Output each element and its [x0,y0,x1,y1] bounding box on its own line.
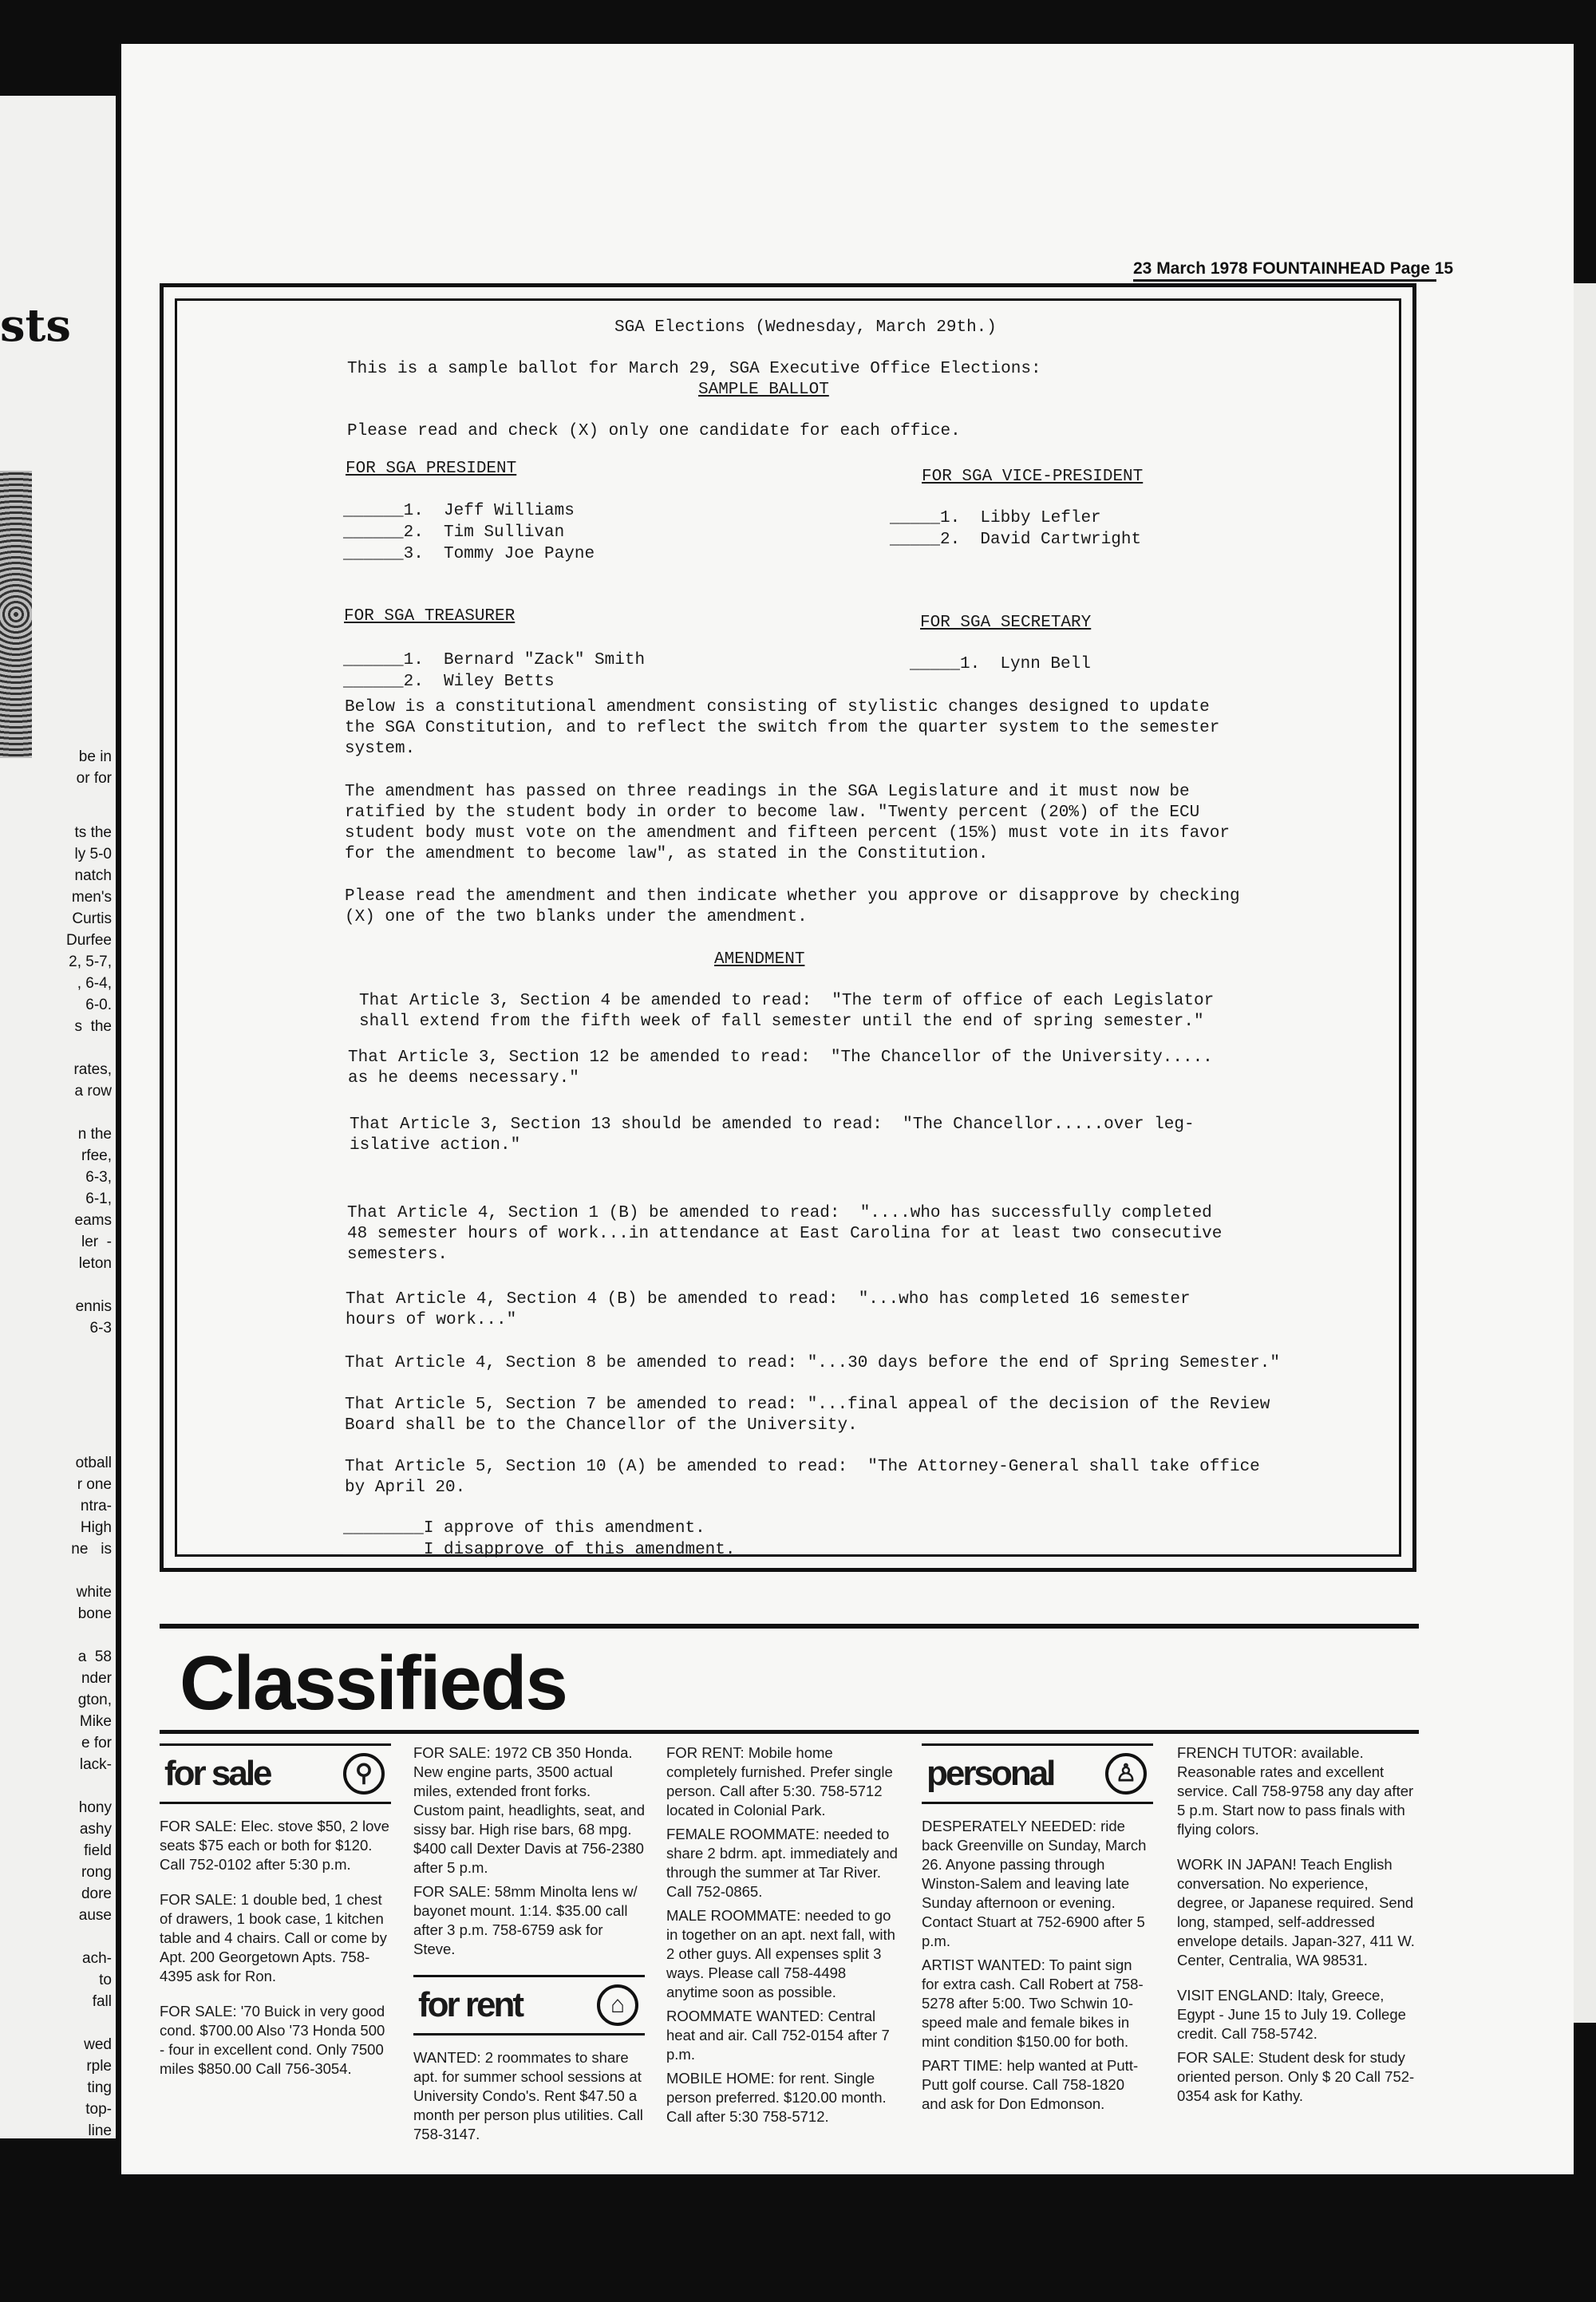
classified-ad: FOR SALE: Student desk for study oriented person. Only $ 20 Call 752-0354 ask for Kathy. [1177,2049,1415,2104]
classified-ad: FEMALE ROOMMATE: needed to share 2 bdrm. apt. immediately and through the summer at Tar River. Call 752-0865. [666,1826,898,1900]
for-rent-label: for rent [418,1985,522,2024]
article-3-section-12: That Article 3, Section 12 be amended to read: "The Chancellor of the University..... as he deems necessary." [348,1048,1213,1088]
classified-ad: PART TIME: help wanted at Putt-Putt golf course. Call 758-1820 and ask for Don Edmonson. [922,2057,1139,2112]
ballot-intro: This is a sample ballot for March 29, SGA Executive Office Elections: [347,360,1041,378]
classified-ad: FOR SALE: 58mm Minolta lens w/ bayonet mount. 1:14. $35.00 call after 3 p.m. 758-6759 ask for Steve. [413,1883,638,1957]
adjacent-text-a: be in or for [76,748,112,787]
section-divider [160,1624,1419,1629]
classified-ad: FOR SALE: 1972 CB 350 Honda. New engine parts, 3500 actual miles, extended front forks. Custom paint, headlights, seat, and sissy bar. High rise bars, 68 mpg. $400 call Dexter Davis at 756-2380 after 5 p.m. [413,1744,646,1876]
president-candidate-3: ______3. Tommy Joe Payne [343,545,595,563]
house-icon: ⌂ [597,1984,638,2026]
classified-ad: FRENCH TUTOR: available. Reasonable rates and excellent service. Call 758-9758 any day after 5 p.m. Start now to pass finals with flying colors. [1177,1744,1414,1838]
president-heading: FOR SGA PRESIDENT [346,460,517,478]
vice-president-heading: FOR SGA VICE-PRESIDENT [922,468,1144,486]
president-candidate-1: ______1. Jeff Williams [343,502,575,520]
personal-label: personal [926,1754,1054,1793]
article-3-section-13: That Article 3, Section 13 should be amended to read: "The Chancellor.....over leg- islative action." [350,1115,1195,1155]
article-4-section-1b: That Article 4, Section 1 (B) be amended to read: "....who has successfully completed 48 semester hours of work...in attendance at East Carolina for at least two consecutive semesters. [347,1204,1223,1264]
classified-ad: FOR SALE: Elec. stove $50, 2 love seats $75 each or both for $120. Call 752-0102 after 5:30 p.m. [160,1818,389,1873]
secretary-candidate-1: _____1. Lynn Bell [910,655,1091,673]
article-4-section-8: That Article 4, Section 8 be amended to read: "...30 days before the end of Spring Semester." [345,1354,1280,1372]
classified-ad: FOR RENT: Mobile home completely furnished. Prefer single person. Call after 5:30. 758-5712 located in Colonial Park. [666,1744,893,1818]
classifieds-column-4 [922,1743,1153,2130]
sample-ballot-label: SAMPLE BALLOT [698,381,829,399]
article-5-section-7: That Article 5, Section 7 be amended to read: "...final appeal of the decision of the Review Board shall be to the Chancellor of the University. [345,1396,1270,1435]
approve-option: ________I approve of this amendment. [343,1519,705,1538]
adjacent-page-fragment [0,96,116,2138]
disapprove-option: ________I disapprove of this amendment. [343,1541,736,1559]
treasurer-candidate-2: ______2. Wiley Betts [343,673,555,691]
adjacent-heading: sts [0,299,71,352]
classified-ad: FOR SALE: '70 Buick in very good cond. $700.00 Also '73 Honda 500 - four in excellent cond. Only 7500 miles $850.00 Call 756-3054. [160,2003,385,2077]
classifieds-column-2 [413,1743,645,2160]
vp-candidate-2: _____2. David Cartwright [890,531,1142,549]
classified-ad: ROOMMATE WANTED: Central heat and air. Call 752-0154 after 7 p.m. [666,2008,890,2063]
classifieds-column-5 [1177,1743,1416,2122]
for-sale-label: for sale [164,1754,271,1793]
ballot-title: SGA Elections (Wednesday, March 29th.) [614,318,997,337]
classified-ad: WANTED: 2 roommates to share apt. for summer school sessions at University Condo's. Rent $47.50 a month per person plus utilities. Call 758-3147. [413,2049,643,2142]
secretary-heading: FOR SGA SECRETARY [920,614,1092,632]
adjacent-text-b: ts the ly 5-0 natch men's Curtis Durfee 2, 5-7, , 6-4, 6-0. s the rates, a row n the rfee, 6-3, 6-1, eams ler - leton ennis 6-3 [65,824,112,1337]
article-4-section-4b: That Article 4, Section 4 (B) be amended to read: "...who has completed 16 semester hours of work..." [346,1290,1191,1329]
amendment-label: AMENDMENT [714,950,805,969]
amendment-explanation: Below is a constitutional amendment consisting of stylistic changes designed to update the SGA Constitution, and to reflect the switch from the quarter system to the semester system. [345,698,1220,758]
for-rent-header [413,1975,645,2035]
article-3-section-4: That Article 3, Section 4 be amended to read: "The term of office of each Legislator shall extend from the fifth week of fall semester until the end of spring semester." [359,992,1215,1031]
classified-ad: FOR SALE: 1 double bed, 1 chest of drawers, 1 book case, 1 kitchen table and 4 chairs. Call or come by Apt. 200 Georgetown Apts. 758-4395 ask for Ron. [160,1891,387,1984]
personal-header [922,1743,1153,1804]
for-sale-header [160,1743,391,1804]
person-icon: ♙ [1105,1753,1147,1795]
adjacent-photo [0,471,32,758]
classifieds-title: Classifieds [180,1641,567,1726]
classified-ad: ARTIST WANTED: To paint sign for extra cash. Call Robert at 758-5278 after 5:00. Two Schwin 10-speed male and female bikes in mint condition $150.00 for both. [922,1957,1144,2050]
classified-ad: WORK IN JAPAN! Teach English conversation. No experience, degree, or Japanese required. Send long, stamped, self-addressed envelope details. Japan-327, 411 W. Center, Centralia, WA 98531. [1177,1856,1415,1968]
classified-ad: DESPERATELY NEEDED: ride back Greenville on Sunday, March 26. Anyone passing through Winston-Salem and leaving late Sunday afternoon or evening. Contact Stuart at 752-6900 after 5 p.m. [922,1818,1147,1949]
president-candidate-2: ______2. Tim Sullivan [343,523,565,542]
article-5-section-10a: That Article 5, Section 10 (A) be amended to read: "The Attorney-General shall take office by April 20. [345,1458,1260,1497]
adjacent-text-c: otball r one ntra- High ne is white bone a 58 nder gton, Mike e for lack- hony ashy field rong dore ause ach- to fall wed rple ting top- line [71,1455,112,2138]
ballot-instructions: Please read and check (X) only one candidate for each office. [347,422,961,440]
tag-icon: ⚲ [343,1753,385,1795]
classified-ad: MOBILE HOME: for rent. Single person preferred. $120.00 month. Call after 5:30 758-5712. [666,2070,887,2125]
classified-ad: MALE ROOMMATE: needed to go in together on an apt. next fall, with 2 other guys. All expenses split 3 ways. Please call 758-4498 anytime soon as possible. [666,1907,895,2000]
classifieds-column-3 [666,1743,898,2142]
classifieds-rule [160,1730,1419,1734]
voting-instructions: Please read the amendment and then indicate whether you approve or disapprove by checking (X) one of the two blanks under the amendment. [345,887,1240,926]
masthead: 23 March 1978 FOUNTAINHEAD Page 15 [1133,259,1454,278]
classifieds-column-1 [160,1743,391,2095]
treasurer-candidate-1: ______1. Bernard "Zack" Smith [343,651,646,669]
treasurer-heading: FOR SGA TREASURER [344,607,516,626]
ratification-requirements: The amendment has passed on three readings in the SGA Legislature and it must now be ratified by the student body in order to become law. "Twenty percent (20%) of the ECU student body must vote on the amendment and fifteen percent (15%) must vote in its favor for the amendment to become law", as stated in the Constitution. [345,783,1230,863]
vp-candidate-1: _____1. Libby Lefler [890,509,1101,527]
masthead-rule [1133,279,1436,282]
classified-ad: VISIT ENGLAND: Italy, Greece, Egypt - June 15 to July 19. College credit. Call 758-5742. [1177,1987,1406,2042]
